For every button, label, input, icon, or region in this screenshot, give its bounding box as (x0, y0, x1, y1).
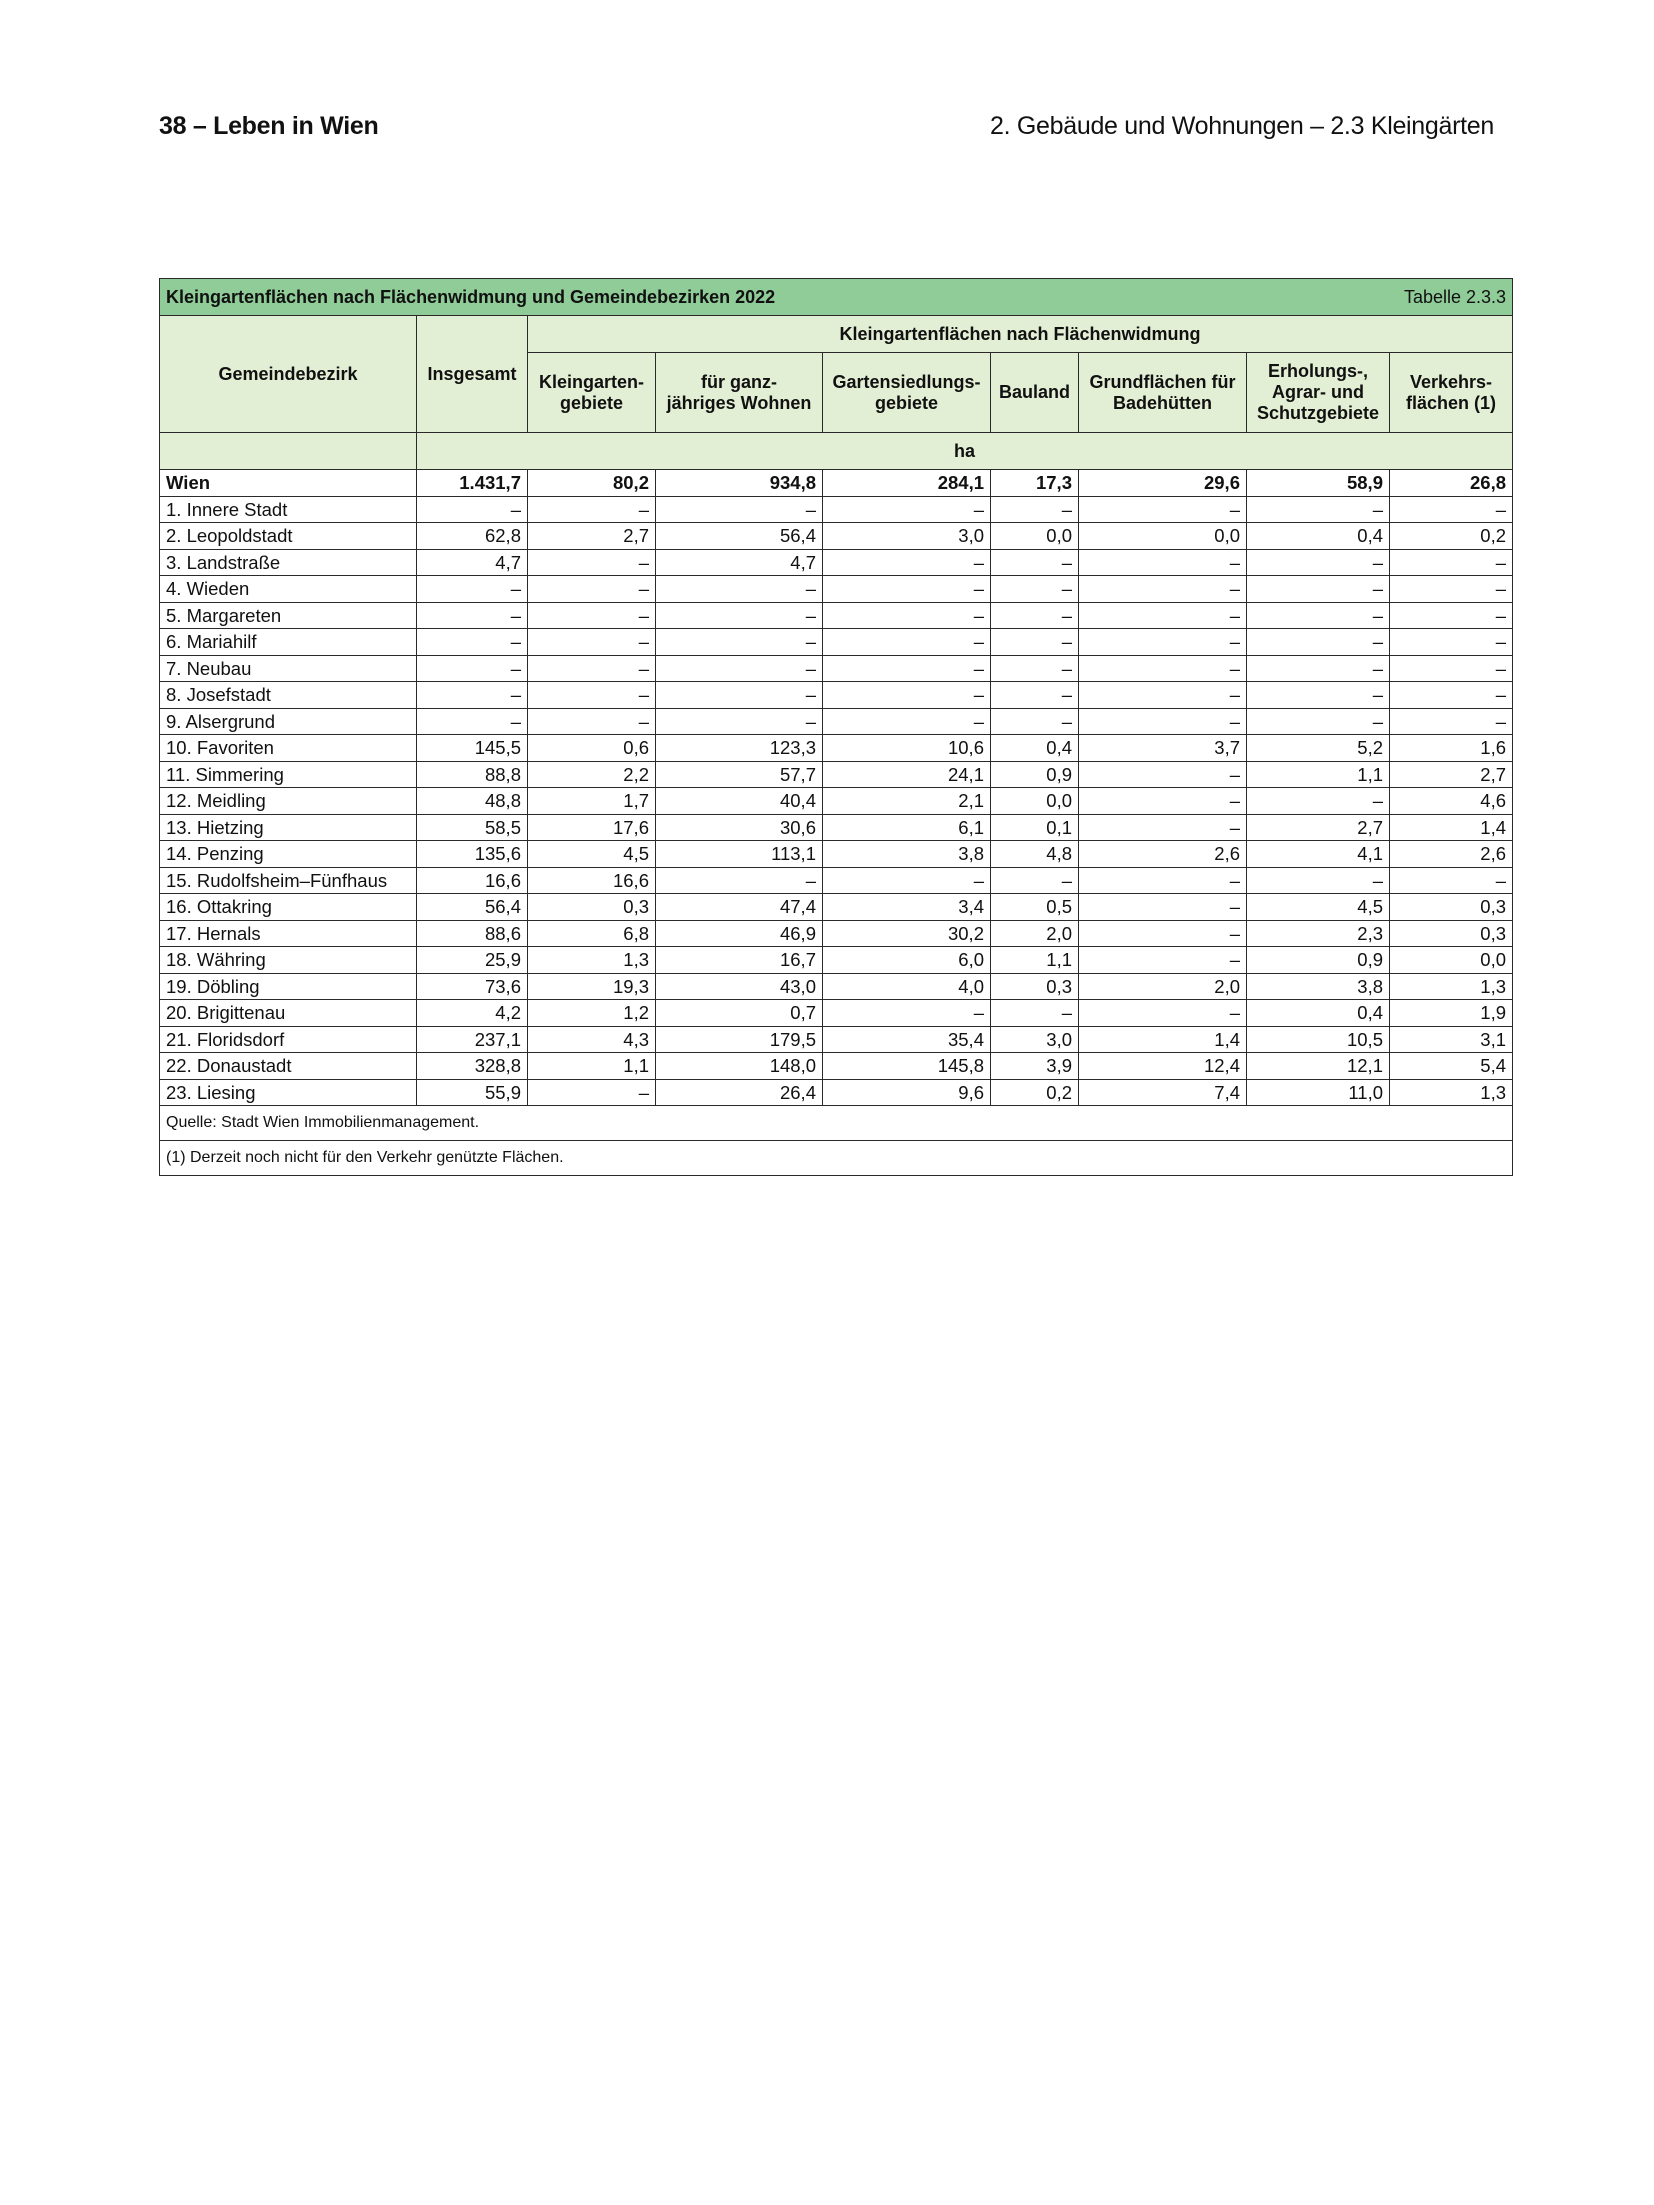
value-cell: – (528, 576, 656, 603)
value-cell: 0,0 (991, 523, 1079, 550)
value-cell: – (1390, 682, 1513, 709)
district-name: 4. Wieden (160, 576, 417, 603)
value-cell: – (1390, 496, 1513, 523)
value-cell: 3,4 (823, 894, 991, 921)
value-cell: 3,1 (1390, 1026, 1513, 1053)
header-total: Insgesamt (417, 316, 528, 433)
header-column (823, 353, 991, 433)
value-cell: – (991, 1000, 1079, 1027)
value-cell: 6,0 (823, 947, 991, 974)
value-cell: – (1079, 496, 1247, 523)
value-cell: 88,6 (417, 920, 528, 947)
value-cell: 56,4 (417, 894, 528, 921)
value-cell: – (991, 549, 1079, 576)
value-cell: 57,7 (656, 761, 823, 788)
value-cell: 4,7 (656, 549, 823, 576)
value-cell: – (528, 602, 656, 629)
district-name: 8. Josefstadt (160, 682, 417, 709)
value-cell: – (528, 708, 656, 735)
value-cell: 148,0 (656, 1053, 823, 1080)
value-cell: 1,2 (528, 1000, 656, 1027)
value-cell: – (1247, 708, 1390, 735)
value-cell: 12,1 (1247, 1053, 1390, 1080)
table-row (160, 496, 1513, 523)
value-cell: – (1390, 655, 1513, 682)
value-cell: 3,0 (823, 523, 991, 550)
value-cell: – (1390, 602, 1513, 629)
value-cell: – (991, 708, 1079, 735)
value-cell: 934,8 (656, 470, 823, 497)
value-cell: 2,0 (991, 920, 1079, 947)
value-cell: – (823, 576, 991, 603)
header-column-line: Agrar- und (1272, 382, 1364, 402)
value-cell: 16,7 (656, 947, 823, 974)
value-cell: – (528, 629, 656, 656)
header-column-line: Kleingarten- (538, 371, 644, 392)
value-cell: – (656, 602, 823, 629)
value-cell: 0,3 (1390, 920, 1513, 947)
table-row (160, 682, 1513, 709)
value-cell: – (528, 549, 656, 576)
value-cell: 0,2 (1390, 523, 1513, 550)
value-cell: 1,3 (1390, 973, 1513, 1000)
value-cell: 0,9 (1247, 947, 1390, 974)
value-cell: 4,0 (823, 973, 991, 1000)
value-cell: – (1079, 629, 1247, 656)
value-cell: 56,4 (656, 523, 823, 550)
table-number: Tabelle 2.3.3 (1403, 286, 1507, 307)
header-column-line: Erholungs-, (1268, 361, 1368, 381)
value-cell: – (1390, 549, 1513, 576)
value-cell: 16,6 (417, 867, 528, 894)
district-name: 7. Neubau (160, 655, 417, 682)
header-column (1390, 353, 1513, 433)
value-cell: – (528, 1079, 656, 1106)
value-cell: – (528, 496, 656, 523)
value-cell: 35,4 (823, 1026, 991, 1053)
table-row (160, 735, 1513, 762)
value-cell: 6,8 (528, 920, 656, 947)
value-cell: 2,6 (1390, 841, 1513, 868)
value-cell: – (1247, 576, 1390, 603)
value-cell: 2,1 (823, 788, 991, 815)
table-title: Kleingartenflächen nach Flächenwidmung und Gemeindebezirken 2022 (166, 286, 776, 307)
value-cell: 4,1 (1247, 841, 1390, 868)
header-unit: ha (417, 433, 1513, 470)
value-cell: – (991, 576, 1079, 603)
table-title-cell (160, 279, 1513, 316)
value-cell: – (1247, 655, 1390, 682)
value-cell: 55,9 (417, 1079, 528, 1106)
value-cell: – (991, 867, 1079, 894)
value-cell: 1,1 (1247, 761, 1390, 788)
value-cell: – (1079, 682, 1247, 709)
value-cell: – (417, 496, 528, 523)
header-group: Kleingartenflächen nach Flächenwidmung (528, 316, 1513, 353)
value-cell: 30,2 (823, 920, 991, 947)
value-cell: 3,8 (1247, 973, 1390, 1000)
value-cell: 1,6 (1390, 735, 1513, 762)
value-cell: – (528, 682, 656, 709)
value-cell: 1,9 (1390, 1000, 1513, 1027)
header-column-line: für ganz- (701, 371, 777, 392)
district-name: 11. Simmering (160, 761, 417, 788)
value-cell: 62,8 (417, 523, 528, 550)
table-row (160, 867, 1513, 894)
value-cell: – (823, 602, 991, 629)
value-cell: 0,0 (1390, 947, 1513, 974)
district-name: 10. Favoriten (160, 735, 417, 762)
value-cell: – (1079, 549, 1247, 576)
header-column (656, 353, 823, 433)
value-cell: 73,6 (417, 973, 528, 1000)
district-name: 18. Währing (160, 947, 417, 974)
value-cell: – (1247, 629, 1390, 656)
value-cell: 17,3 (991, 470, 1079, 497)
table-row (160, 576, 1513, 603)
value-cell: – (823, 629, 991, 656)
value-cell: 11,0 (1247, 1079, 1390, 1106)
page-header-right: 2. Gebäude und Wohnungen – 2.3 Kleingärten (989, 112, 1494, 140)
district-name: 3. Landstraße (160, 549, 417, 576)
value-cell: 48,8 (417, 788, 528, 815)
value-cell: 4,8 (991, 841, 1079, 868)
value-cell: 88,8 (417, 761, 528, 788)
value-cell: – (1079, 947, 1247, 974)
value-cell: 0,9 (991, 761, 1079, 788)
value-cell: 4,2 (417, 1000, 528, 1027)
table-row (160, 814, 1513, 841)
value-cell: 26,8 (1390, 470, 1513, 497)
value-cell: – (1079, 814, 1247, 841)
value-cell: 46,9 (656, 920, 823, 947)
table-row (160, 788, 1513, 815)
value-cell: 47,4 (656, 894, 823, 921)
value-cell: 4,5 (528, 841, 656, 868)
table-row (160, 655, 1513, 682)
value-cell: 2,7 (1247, 814, 1390, 841)
value-cell: 12,4 (1079, 1053, 1247, 1080)
value-cell: 0,4 (991, 735, 1079, 762)
value-cell: – (656, 496, 823, 523)
value-cell: 3,9 (991, 1053, 1079, 1080)
value-cell: – (656, 629, 823, 656)
value-cell: 24,1 (823, 761, 991, 788)
value-cell: 0,2 (991, 1079, 1079, 1106)
table-row (160, 920, 1513, 947)
value-cell: 16,6 (528, 867, 656, 894)
value-cell: – (1079, 867, 1247, 894)
table-row (160, 947, 1513, 974)
header-column-line: Gartensiedlungs- (832, 371, 981, 392)
value-cell: 19,3 (528, 973, 656, 1000)
value-cell: – (1079, 920, 1247, 947)
header-column-line: Grundflächen für (1089, 371, 1236, 392)
header-column (1079, 353, 1247, 433)
value-cell: 4,6 (1390, 788, 1513, 815)
value-cell: 0,0 (1079, 523, 1247, 550)
value-cell: – (417, 655, 528, 682)
value-cell: 284,1 (823, 470, 991, 497)
district-name: 19. Döbling (160, 973, 417, 1000)
value-cell: – (823, 682, 991, 709)
value-cell: 237,1 (417, 1026, 528, 1053)
value-cell: 25,9 (417, 947, 528, 974)
district-name: 2. Leopoldstadt (160, 523, 417, 550)
value-cell: – (1079, 1000, 1247, 1027)
value-cell: – (991, 682, 1079, 709)
value-cell: 1.431,7 (417, 470, 528, 497)
district-name: 12. Meidling (160, 788, 417, 815)
value-cell: 10,6 (823, 735, 991, 762)
value-cell: – (823, 549, 991, 576)
value-cell: – (656, 655, 823, 682)
table-row (160, 1053, 1513, 1080)
value-cell: 0,1 (991, 814, 1079, 841)
header-column-line: gebiete (874, 392, 939, 413)
value-cell: 0,6 (528, 735, 656, 762)
district-name: 13. Hietzing (160, 814, 417, 841)
value-cell: – (823, 1000, 991, 1027)
value-cell: 26,4 (656, 1079, 823, 1106)
table-row (160, 1000, 1513, 1027)
value-cell: – (1079, 894, 1247, 921)
value-cell: – (417, 602, 528, 629)
value-cell: – (1247, 788, 1390, 815)
header-column-line: Schutzgebiete (1256, 403, 1380, 423)
value-cell: – (1079, 788, 1247, 815)
value-cell: – (1247, 496, 1390, 523)
header-column-line: flächen (1) (1405, 392, 1497, 413)
value-cell: – (1079, 655, 1247, 682)
value-cell: – (991, 496, 1079, 523)
value-cell: – (1247, 682, 1390, 709)
value-cell: 5,4 (1390, 1053, 1513, 1080)
value-cell: – (417, 708, 528, 735)
value-cell: 135,6 (417, 841, 528, 868)
value-cell: 113,1 (656, 841, 823, 868)
district-name: 1. Innere Stadt (160, 496, 417, 523)
value-cell: 4,5 (1247, 894, 1390, 921)
header-column-line: Bauland (998, 382, 1070, 402)
district-name: 22. Donaustadt (160, 1053, 417, 1080)
value-cell: 2,7 (528, 523, 656, 550)
value-cell: 6,1 (823, 814, 991, 841)
district-name: 23. Liesing (160, 1079, 417, 1106)
district-name: 17. Hernals (160, 920, 417, 947)
value-cell: 0,3 (991, 973, 1079, 1000)
value-cell: 0,7 (656, 1000, 823, 1027)
table-row (160, 602, 1513, 629)
value-cell: – (991, 629, 1079, 656)
district-name: 6. Mariahilf (160, 629, 417, 656)
value-cell: 10,5 (1247, 1026, 1390, 1053)
header-column-line: jähriges Wohnen (666, 392, 812, 413)
value-cell: 58,9 (1247, 470, 1390, 497)
value-cell: 4,7 (417, 549, 528, 576)
value-cell: – (1390, 576, 1513, 603)
value-cell: 3,7 (1079, 735, 1247, 762)
value-cell: 1,4 (1390, 814, 1513, 841)
value-cell: – (417, 576, 528, 603)
district-name: 15. Rudolfsheim–Fünfhaus (160, 867, 417, 894)
value-cell: – (1390, 708, 1513, 735)
table-row (160, 708, 1513, 735)
table-row (160, 1079, 1513, 1106)
value-cell: 43,0 (656, 973, 823, 1000)
value-cell: – (823, 496, 991, 523)
value-cell: 2,6 (1079, 841, 1247, 868)
value-cell: – (1390, 867, 1513, 894)
value-cell: 145,5 (417, 735, 528, 762)
value-cell: 2,3 (1247, 920, 1390, 947)
value-cell: 1,3 (528, 947, 656, 974)
value-cell: 123,3 (656, 735, 823, 762)
district-name: 5. Margareten (160, 602, 417, 629)
value-cell: 4,3 (528, 1026, 656, 1053)
value-cell: – (1390, 629, 1513, 656)
value-cell: – (656, 682, 823, 709)
value-cell: 1,4 (1079, 1026, 1247, 1053)
table-row (160, 629, 1513, 656)
total-row (160, 470, 1513, 497)
footnote: (1) Derzeit noch nicht für den Verkehr genützte Flächen. (160, 1141, 1513, 1176)
value-cell: – (1079, 708, 1247, 735)
page-header-left: 38 – Leben in Wien (159, 112, 379, 140)
value-cell: 2,0 (1079, 973, 1247, 1000)
header-column (528, 353, 656, 433)
value-cell: 29,6 (1079, 470, 1247, 497)
header-unit-spacer (160, 433, 417, 470)
value-cell: 2,7 (1390, 761, 1513, 788)
value-cell: – (656, 867, 823, 894)
value-cell: – (656, 708, 823, 735)
value-cell: 1,7 (528, 788, 656, 815)
data-table (159, 278, 1513, 1176)
value-cell: – (823, 655, 991, 682)
value-cell: 145,8 (823, 1053, 991, 1080)
value-cell: 2,2 (528, 761, 656, 788)
value-cell: 0,5 (991, 894, 1079, 921)
value-cell: – (417, 629, 528, 656)
value-cell: 5,2 (1247, 735, 1390, 762)
value-cell: 0,0 (991, 788, 1079, 815)
value-cell: 9,6 (823, 1079, 991, 1106)
value-cell: – (1079, 761, 1247, 788)
table-row (160, 894, 1513, 921)
district-name: Wien (160, 470, 417, 497)
header-column-line: Badehütten (1113, 392, 1212, 413)
value-cell: 7,4 (1079, 1079, 1247, 1106)
district-name: 20. Brigittenau (160, 1000, 417, 1027)
value-cell: 3,8 (823, 841, 991, 868)
value-cell: 0,3 (1390, 894, 1513, 921)
value-cell: – (991, 602, 1079, 629)
table-row (160, 841, 1513, 868)
district-name: 21. Floridsdorf (160, 1026, 417, 1053)
value-cell: – (528, 655, 656, 682)
value-cell: 179,5 (656, 1026, 823, 1053)
source-note: Quelle: Stadt Wien Immobilienmanagement. (160, 1106, 1513, 1141)
value-cell: 0,4 (1247, 1000, 1390, 1027)
table-row (160, 523, 1513, 550)
value-cell: 328,8 (417, 1053, 528, 1080)
table-row (160, 761, 1513, 788)
value-cell: 1,3 (1390, 1079, 1513, 1106)
table-row (160, 1026, 1513, 1053)
value-cell: 80,2 (528, 470, 656, 497)
value-cell: – (823, 867, 991, 894)
value-cell: 17,6 (528, 814, 656, 841)
value-cell: – (656, 576, 823, 603)
value-cell: 30,6 (656, 814, 823, 841)
district-name: 9. Alsergrund (160, 708, 417, 735)
value-cell: 1,1 (991, 947, 1079, 974)
value-cell: – (823, 708, 991, 735)
value-cell: – (991, 655, 1079, 682)
table-row (160, 549, 1513, 576)
header-column-line: Verkehrs- (1409, 371, 1493, 392)
value-cell: 40,4 (656, 788, 823, 815)
header-column (1247, 353, 1390, 433)
value-cell: – (1079, 602, 1247, 629)
value-cell: 1,1 (528, 1053, 656, 1080)
value-cell: – (1247, 867, 1390, 894)
value-cell: 0,4 (1247, 523, 1390, 550)
header-district: Gemeindebezirk (160, 316, 417, 433)
value-cell: 3,0 (991, 1026, 1079, 1053)
value-cell: – (1079, 576, 1247, 603)
district-name: 14. Penzing (160, 841, 417, 868)
table-row (160, 973, 1513, 1000)
value-cell: – (417, 682, 528, 709)
value-cell: – (1247, 602, 1390, 629)
header-column (991, 353, 1079, 433)
header-column-line: gebiete (559, 392, 624, 413)
district-name: 16. Ottakring (160, 894, 417, 921)
value-cell: 0,3 (528, 894, 656, 921)
value-cell: – (1247, 549, 1390, 576)
value-cell: 58,5 (417, 814, 528, 841)
